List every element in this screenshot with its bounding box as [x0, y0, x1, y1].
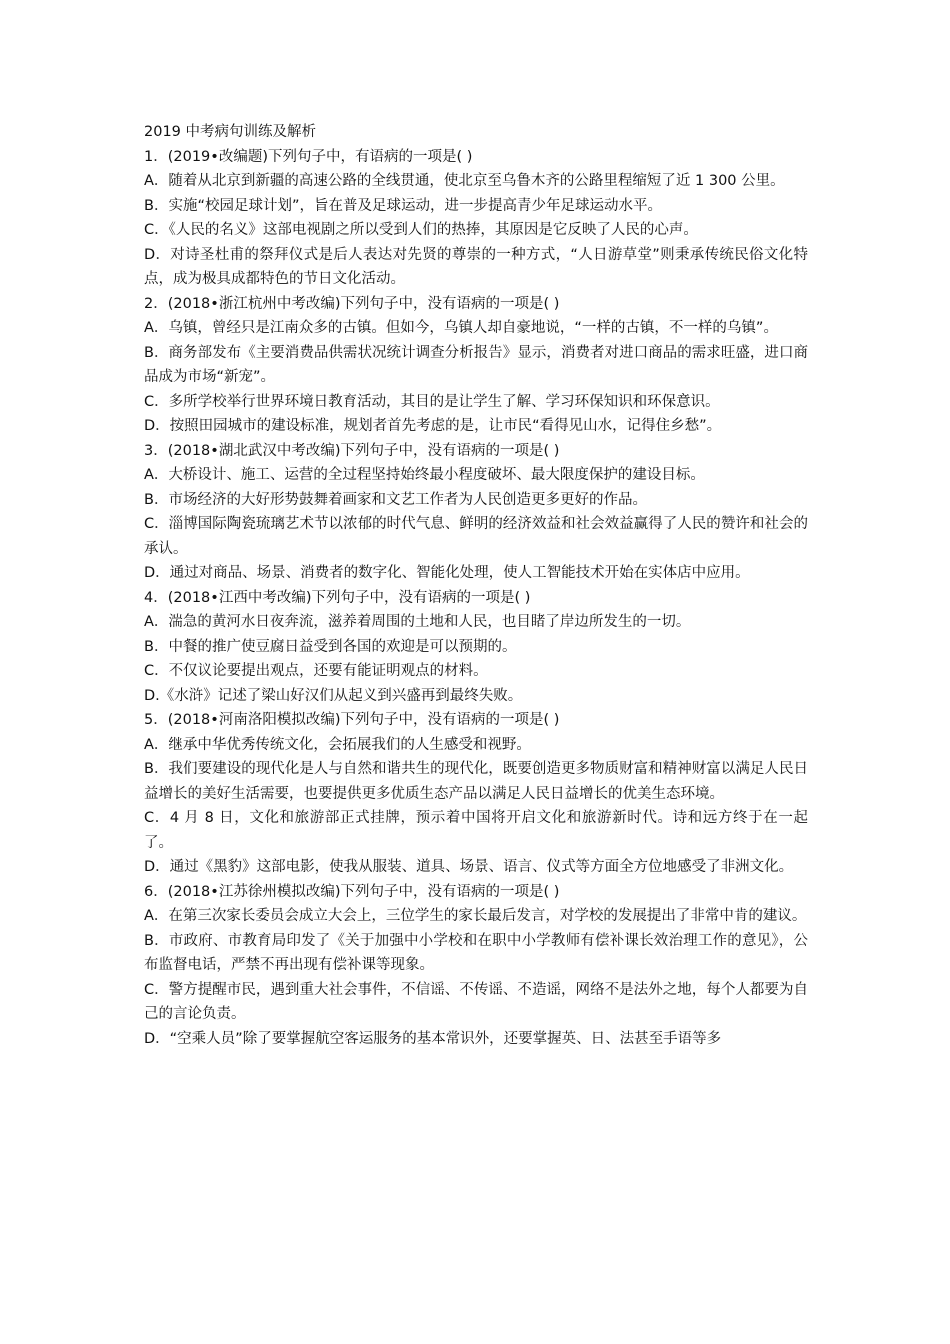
question-stem: 2．(2018•浙江杭州中考改编)下列句子中，没有语病的一项是( )	[144, 295, 560, 312]
option-c: C．不仅议论要提出观点，还要有能证明观点的材料。	[144, 663, 488, 679]
document-page	[144, 120, 808, 1051]
option-b: B．商务部发布《主要消费品供需状况统计调查分析报告》显示，消费者对进口商品的需求旺盛，进口商品成为市场“新宠”。	[144, 344, 808, 385]
option-d: D．通过《黑豹》这部电影，使我从服装、道具、场景、语言、仪式等方面全方位地感受了非洲文化。	[144, 859, 794, 875]
option-d: D.《水浒》记述了梁山好汉们从起义到兴盛再到最终失败。	[144, 687, 523, 704]
question-stem: 1．(2019•改编题)下列句子中，有语病的一项是( )	[144, 148, 473, 165]
option-d: D．对诗圣杜甫的祭拜仪式是后人表达对先贤的尊崇的一种方式，“人日游草堂”则秉承传统民俗文化特点，成为极具成都特色的节日文化活动。	[144, 246, 808, 287]
option-b: B．中餐的推广使豆腐日益受到各国的欢迎是可以预期的。	[144, 638, 517, 655]
option-c: C．淄博国际陶瓷琉璃艺术节以浓郁的时代气息、鲜明的经济效益和社会效益赢得了人民的赞许和社会的承认。	[144, 516, 808, 557]
option-b: B．市场经济的大好形势鼓舞着画家和文艺工作者为人民创造更多更好的作品。	[144, 491, 647, 508]
option-a: A．湍急的黄河水日夜奔流，滋养着周围的土地和人民，也目睹了岸边所发生的一切。	[144, 614, 691, 630]
question-2	[144, 292, 808, 439]
question-1	[144, 145, 808, 292]
option-a: A．在第三次家长委员会成立大会上，三位学生的家长最后发言，对学校的发展提出了非常中肯的建议。	[144, 908, 807, 924]
question-6	[144, 880, 808, 1052]
option-c: C．多所学校举行世界环境日教育活动，其目的是让学生了解、学习环保知识和环保意识。	[144, 393, 720, 410]
option-c: C．警方提醒市民，遇到重大社会事件，不信谣、不传谣、不造谣，网络不是法外之地，每个人都要为自己的言论负责。	[144, 981, 808, 1022]
option-b: B．实施“校园足球计划”，旨在普及足球运动，进一步提高青少年足球运动水平。	[144, 197, 662, 214]
document-title: 2019 中考病句训练及解析	[144, 124, 317, 140]
option-a: A．随着从北京到新疆的高速公路的全线贯通，使北京至乌鲁木齐的公路里程缩短了近 1 300 公里。	[144, 173, 785, 189]
question-stem: 6．(2018•江苏徐州模拟改编)下列句子中，没有语病的一项是( )	[144, 883, 560, 900]
question-stem: 5．(2018•河南洛阳模拟改编)下列句子中，没有语病的一项是( )	[144, 712, 560, 728]
option-a: A．大桥设计、施工、运营的全过程坚持始终最小程度破坏、最大限度保护的建设目标。	[144, 467, 705, 483]
question-stem: 4．(2018•江西中考改编)下列句子中，没有语病的一项是( )	[144, 589, 531, 606]
question-4	[144, 586, 808, 709]
option-d: D．“空乘人员”除了要掌握航空客运服务的基本常识外，还要掌握英、日、法甚至手语等多	[144, 1030, 722, 1047]
option-c: C．4 月 8 日，文化和旅游部正式挂牌，预示着中国将开启文化和旅游新时代。诗和远方终于在一起了。	[144, 810, 808, 851]
option-d: D．通过对商品、场景、消费者的数字化、智能化处理，使人工智能技术开始在实体店中应用。	[144, 565, 750, 581]
option-a: A．乌镇，曾经只是江南众多的古镇。但如今，乌镇人却自豪地说，“一样的古镇，不一样的乌镇”。	[144, 320, 778, 336]
option-b: B．我们要建设的现代化是人与自然和谐共生的现代化，既要创造更多物质财富和精神财富以满足人民日益增长的美好生活需要，也要提供更多优质生态产品以满足人民日益增长的优美生态环境。	[144, 761, 808, 802]
question-3	[144, 439, 808, 586]
option-c: C．《人民的名义》这部电视剧之所以受到人们的热捧，其原因是它反映了人民的心声。	[144, 222, 698, 238]
option-a: A．继承中华优秀传统文化，会拓展我们的人生感受和视野。	[144, 736, 531, 753]
question-stem: 3．(2018•湖北武汉中考改编)下列句子中，没有语病的一项是( )	[144, 442, 560, 459]
option-d: D．按照田园城市的建设标准，规划者首先考虑的是，让市民“看得见山水，记得住乡愁”。	[144, 418, 722, 434]
question-5	[144, 708, 808, 880]
option-b: B．市政府、市教育局印发了《关于加强中小学校和在职中小学教师有偿补课长效治理工作的意见》，公布监督电话，严禁不再出现有偿补课等现象。	[144, 932, 808, 973]
